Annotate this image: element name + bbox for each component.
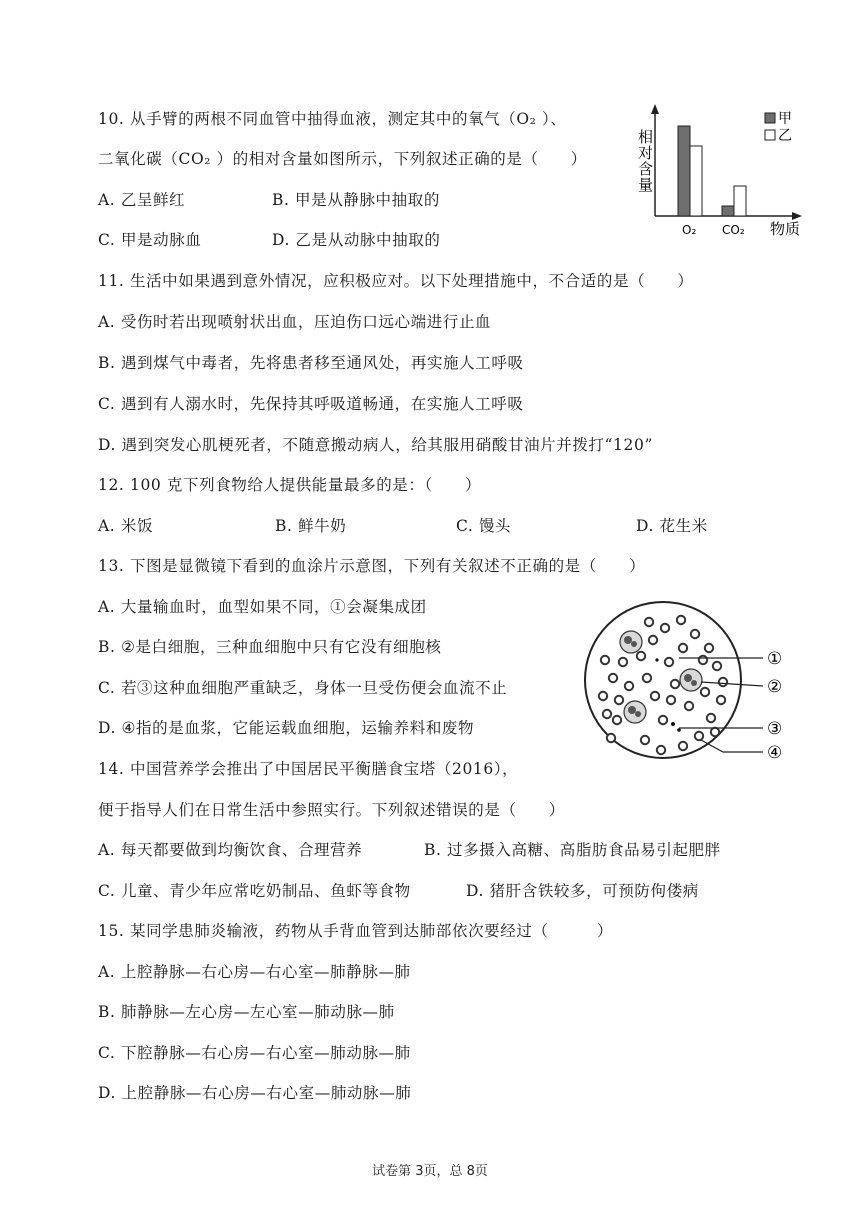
white-blood-cell bbox=[624, 701, 646, 723]
chart-x-arrow bbox=[792, 212, 802, 220]
q10-stem-line2: 二氧化碳（CO₂ ）的相对含量如图所示，下列叙述正确的是（ ） bbox=[98, 150, 587, 168]
figure-label-2: ② bbox=[767, 677, 783, 697]
red-blood-cell bbox=[659, 716, 667, 724]
q14-option-a: A. 每天都要做到均衡饮食、合理营养 bbox=[98, 841, 363, 859]
red-blood-cell bbox=[661, 624, 669, 632]
q15-option-d: D. 上腔静脉—右心房—右心室—肺动脉—肺 bbox=[98, 1084, 412, 1102]
figure-label-1: ① bbox=[767, 649, 783, 669]
red-blood-cell bbox=[685, 702, 693, 710]
q10-option-a: A. 乙呈鲜红 bbox=[98, 191, 186, 209]
red-blood-cell bbox=[679, 644, 687, 652]
q13-option-d: D. ④指的是血浆，它能运载血细胞，运输养料和废物 bbox=[98, 719, 475, 737]
chart-xlabel: 物质 bbox=[770, 220, 801, 238]
chart-ylabel-char-4: 量 bbox=[638, 176, 654, 194]
red-blood-cell bbox=[713, 662, 721, 670]
red-blood-cell bbox=[651, 692, 659, 700]
q10-option-c: C. 甲是动脉血 bbox=[98, 231, 202, 249]
red-blood-cell bbox=[667, 696, 675, 704]
q13-option-a: A. 大量输血时，血型如果不同，①会凝集成团 bbox=[98, 598, 427, 616]
legend-swatch-jia bbox=[765, 113, 775, 123]
bar-yi-1 bbox=[734, 186, 746, 216]
figure-label-4: ④ bbox=[767, 743, 783, 763]
red-blood-cell bbox=[625, 682, 633, 690]
platelet bbox=[677, 728, 681, 732]
red-blood-cell bbox=[677, 616, 685, 624]
red-blood-cell bbox=[637, 652, 645, 660]
q11-option-c: C. 遇到有人溺水时，先保持其呼吸道畅通，在实施人工呼吸 bbox=[98, 395, 524, 413]
q14-option-c: C. 儿童、青少年应常吃奶制品、鱼虾等食物 bbox=[98, 882, 411, 900]
q15-option-c: C. 下腔静脉—右心房—右心室—肺动脉—肺 bbox=[98, 1044, 411, 1062]
legend-swatch-yi bbox=[765, 130, 775, 140]
red-blood-cell bbox=[607, 734, 615, 742]
red-blood-cell bbox=[717, 696, 725, 704]
red-blood-cell bbox=[665, 658, 673, 666]
platelet bbox=[671, 722, 675, 726]
red-blood-cell bbox=[699, 656, 707, 664]
chart-y-arrow bbox=[651, 104, 659, 114]
q14-stem-line2: 便于指导人们在日常生活中参照实行。下列叙述错误的是（ ） bbox=[98, 801, 565, 819]
red-blood-cell bbox=[707, 714, 715, 722]
q15-stem: 15. 某同学患肺炎输液，药物从手背血管到达肺部依次要经过（ ） bbox=[98, 922, 613, 940]
red-blood-cell bbox=[649, 636, 657, 644]
q10-option-d: D. 乙是从动脉中抽取的 bbox=[272, 231, 441, 249]
q12-stem: 12. 100 克下列食物给人提供能量最多的是：（ ） bbox=[98, 476, 482, 494]
q14-option-d: D. 猪肝含铁较多，可预防佝偻病 bbox=[466, 882, 699, 900]
bar-yi-0 bbox=[690, 146, 702, 216]
red-blood-cell bbox=[609, 674, 617, 682]
red-blood-cell bbox=[705, 644, 713, 652]
q15-option-b: B. 肺静脉—左心房—左心室—肺动脉—肺 bbox=[98, 1003, 395, 1021]
chart-category-o2: O₂ bbox=[682, 223, 697, 237]
red-blood-cell bbox=[691, 630, 699, 638]
red-blood-cell bbox=[599, 692, 607, 700]
chart-ylabel-char-1: 相 bbox=[638, 128, 654, 146]
q13-option-b: B. ②是白细胞，三种血细胞中只有它没有细胞核 bbox=[98, 638, 442, 656]
legend-label-yi: 乙 bbox=[778, 128, 792, 144]
red-blood-cell bbox=[657, 746, 665, 754]
q11-option-a: A. 受伤时若出现喷射状出血，压迫伤口远心端进行止血 bbox=[98, 313, 492, 331]
chart-category-co2: CO₂ bbox=[722, 223, 745, 237]
platelet bbox=[655, 658, 658, 661]
red-blood-cell bbox=[643, 674, 651, 682]
q10-option-b: B. 甲是从静脉中抽取的 bbox=[272, 191, 440, 209]
q12-option-d: D. 花生米 bbox=[636, 517, 708, 535]
figure-label-3: ③ bbox=[767, 719, 783, 739]
red-blood-cell bbox=[679, 742, 687, 750]
legend-label-jia: 甲 bbox=[778, 111, 792, 127]
red-blood-cell bbox=[603, 710, 611, 718]
red-blood-cell bbox=[601, 656, 609, 664]
red-blood-cell bbox=[671, 680, 679, 688]
q11-stem: 11. 生活中如果遇到意外情况，应积极应对。以下处理措施中，不合适的是（ ） bbox=[98, 272, 694, 290]
q11-option-d: D. 遇到突发心肌梗死者，不随意搬动病人，给其服用硝酸甘油片并拨打“120” bbox=[98, 436, 653, 454]
chart-ylabel-char-2: 对 bbox=[638, 144, 654, 162]
q14-stem-line1: 14. 中国营养学会推出了中国居民平衡膳食宝塔（2016）， bbox=[98, 760, 519, 778]
white-blood-cell bbox=[620, 631, 642, 653]
red-blood-cell bbox=[701, 688, 709, 696]
bar-jia-0 bbox=[678, 126, 690, 216]
red-blood-cell bbox=[641, 736, 649, 744]
q10-bar-chart bbox=[628, 100, 838, 242]
red-blood-cell bbox=[695, 732, 703, 740]
q12-option-c: C. 馒头 bbox=[456, 517, 512, 535]
q15-option-a: A. 上腔静脉—右心房—右心室—肺静脉—肺 bbox=[98, 963, 411, 981]
red-blood-cell bbox=[645, 618, 653, 626]
blood-smear-figure bbox=[583, 600, 823, 770]
page-footer: 试卷第 3页，总 8页 bbox=[372, 1164, 488, 1179]
bar-jia-1 bbox=[722, 206, 734, 216]
red-blood-cell bbox=[619, 658, 627, 666]
q10-stem-line1: 10. 从手臂的两根不同血管中抽得血液，测定其中的氧气（O₂ ）、 bbox=[98, 110, 567, 128]
red-blood-cell bbox=[711, 728, 719, 736]
q11-option-b: B. 遇到煤气中毒者，先将患者移至通风处，再实施人工呼吸 bbox=[98, 354, 524, 372]
q13-option-c: C. 若③这种血细胞严重缺乏，身体一旦受伤便会血流不止 bbox=[98, 679, 508, 697]
red-blood-cell bbox=[613, 716, 621, 724]
red-blood-cell bbox=[615, 696, 623, 704]
q13-stem: 13. 下图是显微镜下看到的血涂片示意图，下列有关叙述不正确的是（ ） bbox=[98, 557, 646, 575]
chart-ylabel-char-3: 含 bbox=[638, 160, 654, 178]
red-blood-cell bbox=[719, 678, 727, 686]
white-blood-cell bbox=[680, 669, 702, 691]
q12-option-b: B. 鲜牛奶 bbox=[275, 517, 347, 535]
q12-option-a: A. 米饭 bbox=[98, 517, 154, 535]
q14-option-b: B. 过多摄入高糖、高脂肪食品易引起肥胖 bbox=[424, 841, 721, 859]
